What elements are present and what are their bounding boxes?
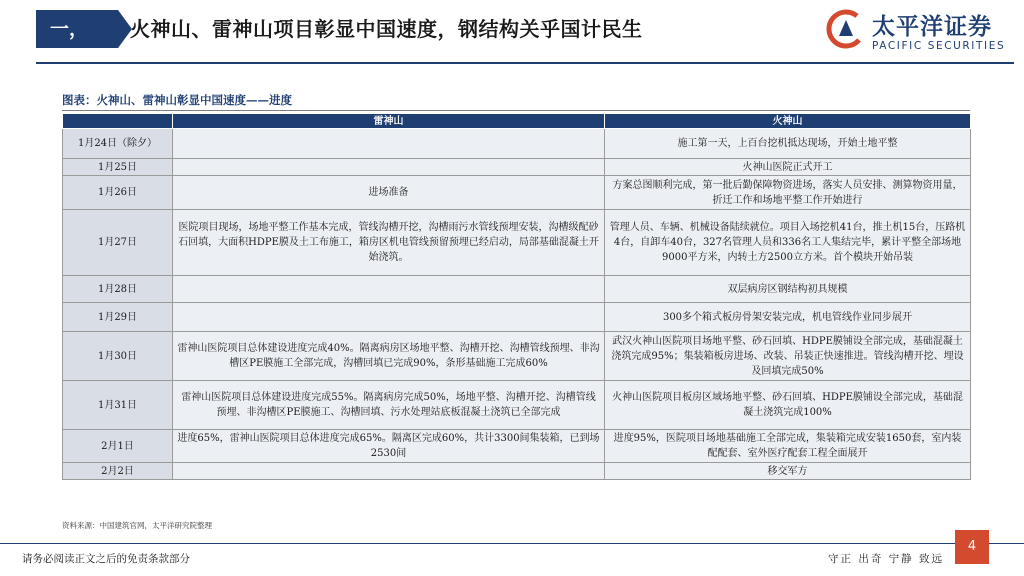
leishenshan-progress: 雷神山医院项目总体建设进度完成40%。隔离病房区场地平整、沟槽开挖、沟槽管线预埋、非沟槽区PE膜施工全部完成，沟槽回填已完成90%，条形基础施工完成60% [173,332,605,381]
huoshenshan-progress: 移交军方 [605,463,971,480]
caption-divider [62,110,970,111]
row-date: 1月24日（除夕） [63,129,173,159]
huoshenshan-progress: 管理人员、车辆、机械设备陆续就位。项目入场挖机41台，推土机15台，压路机4台，自卸车40台，327名管理人员和336名工人集结完毕，累计平整全部场地9000平方米，内转土方2500立方米。首个模块开始吊装 [605,210,971,276]
huoshenshan-progress: 武汉火神山医院项目场地平整、砂石回填、HDPE膜铺设全部完成，基础混凝土浇筑完成95%；集装箱板房进场、改装、吊装正快速推进。管线沟槽开挖、埋设及回填完成50% [605,332,971,381]
huoshenshan-progress: 进度95%，医院项目场地基础施工全部完成，集装箱完成安装1650套，室内装配配套、室外医疗配套工程全面展开 [605,430,971,463]
huoshenshan-progress: 双层病房区钢结构初具规模 [605,276,971,303]
column-header-date [63,114,173,129]
table-row [63,332,971,381]
huoshenshan-progress: 火神山医院项目板房区域场地平整、砂石回填、HDPE膜铺设全部完成，基础混凝土浇筑完成100% [605,381,971,430]
logo-english-name: PACIFIC SECURITIES [872,40,1006,52]
data-source-note: 资料来源：中国建筑官网，太平洋研究院整理 [62,521,212,530]
leishenshan-progress: 进场准备 [173,176,605,210]
row-date: 1月25日 [63,159,173,176]
table-row [63,430,971,463]
disclaimer-text: 请务必阅读正文之后的免责条款部分 [22,553,190,565]
leishenshan-progress: 雷神山医院项目总体建设进度完成55%。隔离病房完成50%，场地平整、沟槽开挖、沟槽管线预埋、非沟槽区PE膜施工、沟槽回填、污水处理站底板混凝土浇筑已全部完成 [173,381,605,430]
header-divider [36,62,1014,64]
leishenshan-progress [173,463,605,480]
logo-chinese-name: 太平洋证券 [872,14,992,40]
row-date: 1月26日 [63,176,173,210]
table-row [63,159,971,176]
column-header-huoshenshan: 火神山 [605,114,971,129]
row-date: 1月29日 [63,303,173,332]
table-row [63,276,971,303]
pacific-securities-logo-icon [826,9,866,49]
huoshenshan-progress: 方案总图顺利完成，第一批后勤保障物资进场，落实人员安排、测算物资用量，折迁工作和场地平整工作开始进行 [605,176,971,210]
huoshenshan-progress: 火神山医院正式开工 [605,159,971,176]
company-motto: 守正 出奇 宁静 致远 [827,553,944,565]
company-logo [826,6,1016,56]
leishenshan-progress: 进度65%，雷神山医院项目总体进度完成65%。隔离区完成60%，共计3300间集装箱，已到场2530间 [173,430,605,463]
leishenshan-progress [173,129,605,159]
huoshenshan-progress: 施工第一天，上百台挖机抵达现场，开始土地平整 [605,129,971,159]
table-header-row [63,114,971,129]
leishenshan-progress [173,303,605,332]
row-date: 2月2日 [63,463,173,480]
page-title: 火神山、雷神山项目彰显中国速度，钢结构关乎国计民生 [130,17,643,41]
row-date: 1月27日 [63,210,173,276]
row-date: 1月31日 [63,381,173,430]
huoshenshan-progress: 300多个箱式板房骨架安装完成，机电管线作业同步展开 [605,303,971,332]
table-row [63,210,971,276]
footer-divider [0,543,1024,544]
leishenshan-progress [173,159,605,176]
table-row [63,381,971,430]
table-row [63,463,971,480]
table-row [63,129,971,159]
row-date: 1月28日 [63,276,173,303]
table-row [63,176,971,210]
table-caption: 图表：火神山、雷神山彰显中国速度——进度 [62,93,292,107]
table-row [63,303,971,332]
column-header-leishenshan: 雷神山 [173,114,605,129]
leishenshan-progress [173,276,605,303]
leishenshan-progress: 医院项目现场，场地平整工作基本完成，管线沟槽开挖，沟槽雨污水管线预埋安装，沟槽级配砂石回填，大面积HDPE膜及土工布施工，箱房区机电管线预留预埋已经启动，局部基础混凝土开始浇筑。 [173,210,605,276]
row-date: 2月1日 [63,430,173,463]
progress-table [62,113,971,480]
page-number-badge: 4 [955,530,989,564]
row-date: 1月30日 [63,332,173,381]
section-number-tab: 一， [36,10,118,48]
